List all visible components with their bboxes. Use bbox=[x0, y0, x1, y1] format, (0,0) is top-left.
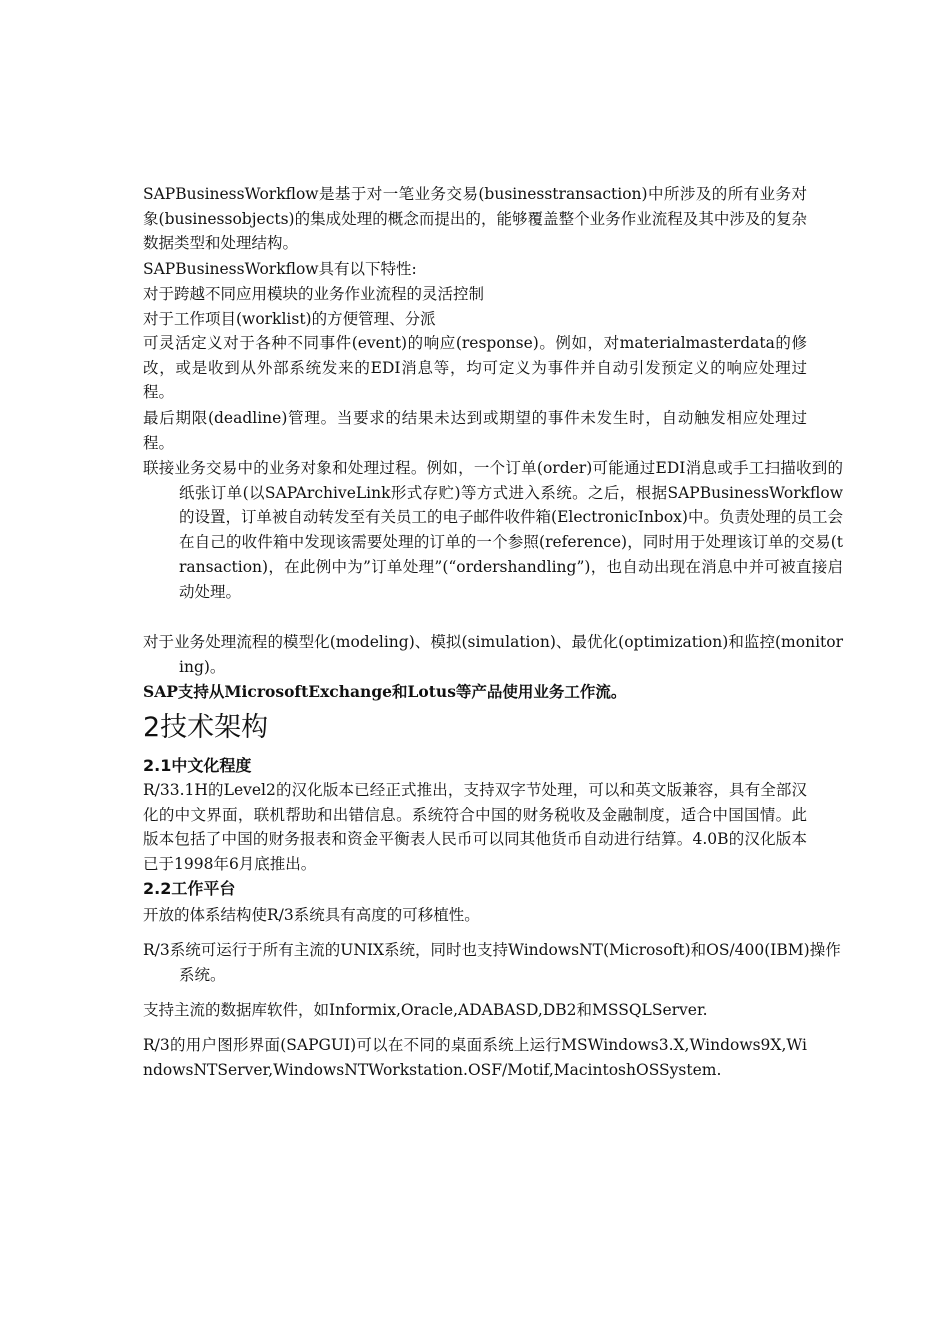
platform-paragraph-2: R/3系统可运行于所有主流的UNIX系统，同时也支持WindowsNT(Microsoft)和OS/400(IBM)操作系统。 bbox=[143, 941, 841, 984]
section-2-1-heading: 2.1中文化程度 bbox=[143, 756, 252, 775]
platform-paragraph-4: R/3的用户图形界面(SAPGUI)可以在不同的桌面系统上运行MSWindows3.X,Windows9X,WindowsNTServer,WindowsNTWorkstation.OSF/Motif,MacintoshOSSystem. bbox=[143, 1036, 807, 1079]
platform-paragraph-3: 支持主流的数据库软件，如Informix,Oracle,ADABASD,DB2和MSSQLServer. bbox=[143, 1001, 708, 1019]
feature-item-3: 可灵活定义对于各种不同事件(event)的响应(response)。例如，对materialmasterdata的修改，或是收到从外部系统发来的EDI消息等，均可定义为事件并自动引发预定义的响应处理过程。 bbox=[143, 334, 807, 402]
feature-item-7: SAP支持从MicrosoftExchange和Lotus等产品使用业务工作流。 bbox=[143, 682, 627, 701]
feature-item-1: 对于跨越不同应用模块的业务作业流程的灵活控制 bbox=[143, 285, 485, 303]
section-2-2-heading: 2.2工作平台 bbox=[143, 879, 236, 898]
section-2-1-body: R/33.1H的Level2的汉化版本已经正式推出，支持双字节处理，可以和英文版兼容，具有全部汉化的中文界面，联机帮助和出错信息。系统符合中国的财务税收及金融制度，适合中国国情。此版本包括了中国的财务报表和资金平衡表人民币可以同其他货币自动进行结算。4.0B的汉化版本已于1998年6月底推出。 bbox=[143, 781, 807, 874]
feature-item-6: 对于业务处理流程的模型化(modeling)、模拟(simulation)、最优化(optimization)和监控(monitoring)。 bbox=[143, 633, 843, 676]
intro-paragraph: SAPBusinessWorkflow是基于对一笔业务交易(businesstransaction)中所涉及的所有业务对象(businessobjects)的集成处理的概念而提出的，能够覆盖整个业务作业流程及其中涉及的复杂数据类型和处理结构。 bbox=[143, 185, 807, 253]
feature-item-4: 最后期限(deadline)管理。当要求的结果未达到或期望的事件未发生时，自动触发相应处理过程。 bbox=[143, 409, 807, 452]
feature-item-5: 联接业务交易中的业务对象和处理过程。例如，一个订单(order)可能通过EDI消息或手工扫描收到的纸张订单(以SAPArchiveLink形式存贮)等方式进入系统。之后，根据SAPBusinessWorkflow的设置，订单被自动转发至有关员工的电子邮件收件箱(ElectronicInbox)中。负责处理的员工会在自己的收件箱中发现该需要处理的订单的一个参照(reference)，同时用于处理该订单的交易(transaction)，在此例中为”订单处理”(“ordershandling”)，也自动出现在消息中并可被直接启动处理。 bbox=[143, 459, 843, 601]
features-lead: SAPBusinessWorkflow具有以下特性: bbox=[143, 260, 417, 278]
feature-item-2: 对于工作项目(worklist)的方便管理、分派 bbox=[143, 310, 436, 328]
section-2-heading: 2技术架构 bbox=[143, 712, 269, 743]
platform-paragraph-1: 开放的体系结构使R/3系统具有高度的可移植性。 bbox=[143, 906, 480, 924]
